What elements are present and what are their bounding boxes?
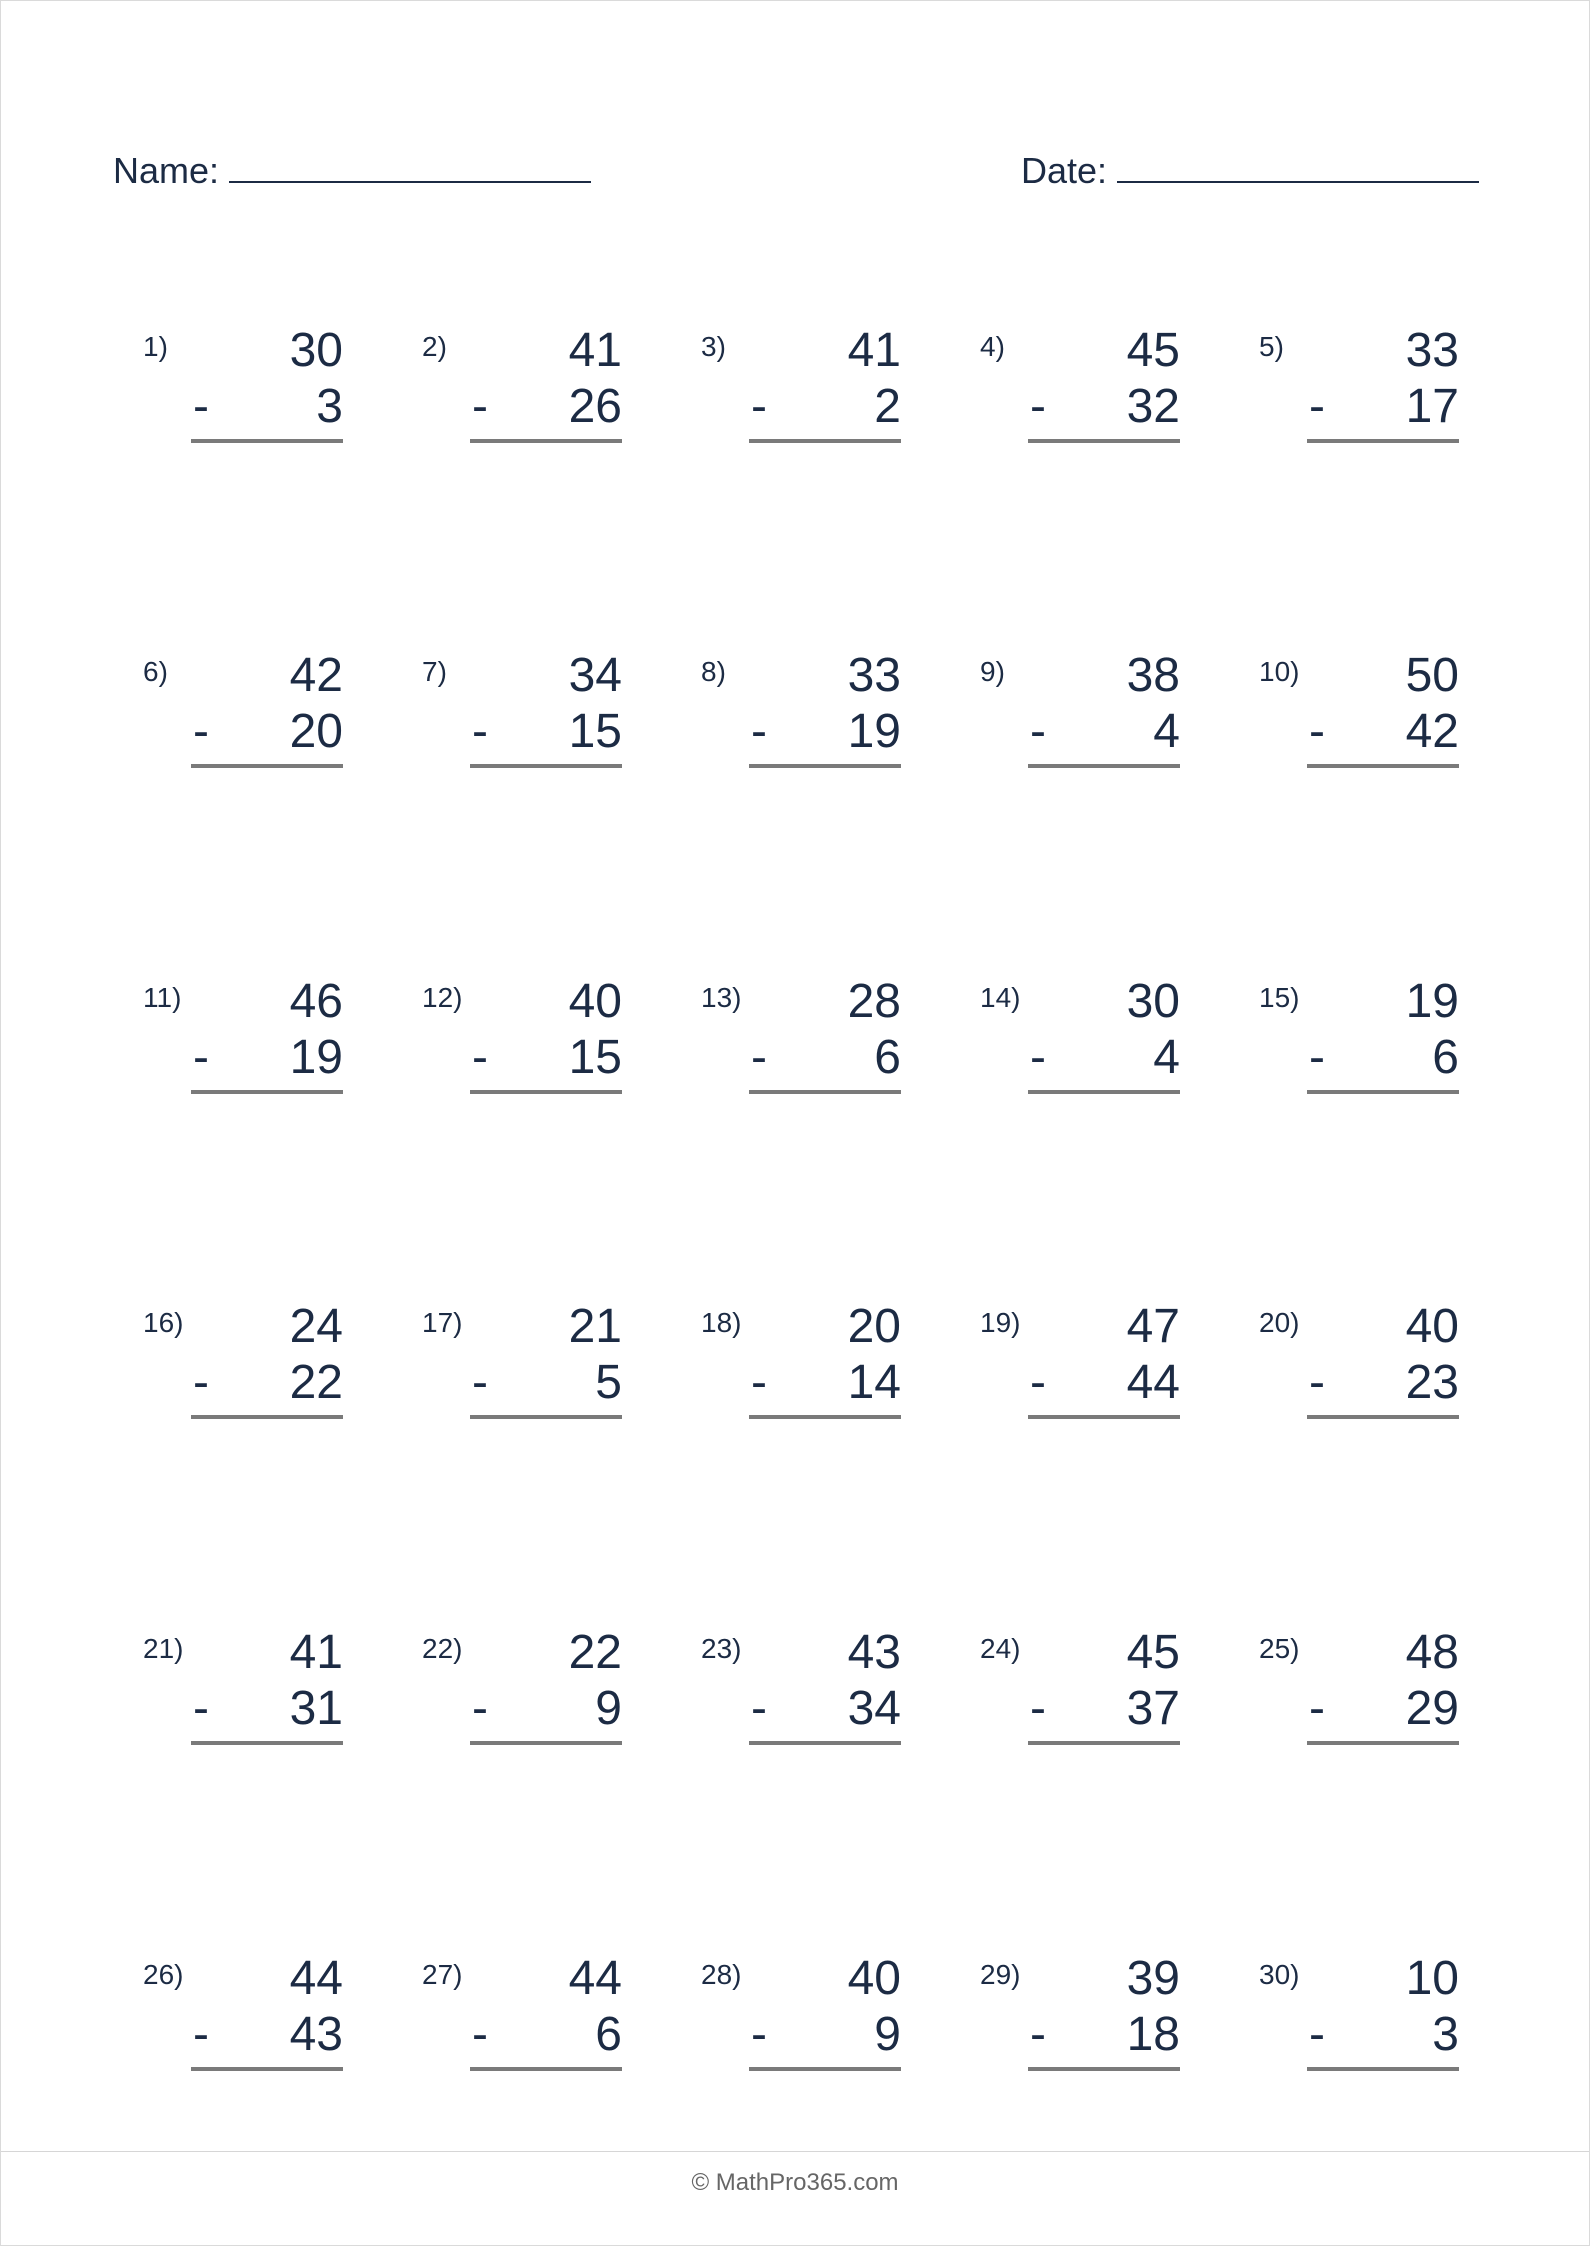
problem-number: 30) bbox=[1259, 1959, 1300, 1990]
problem-number: 20) bbox=[1259, 1307, 1300, 1338]
problem-item bbox=[701, 1299, 901, 1419]
problem-number: 12) bbox=[422, 982, 463, 1013]
problem-number: 3) bbox=[701, 331, 726, 362]
minus-sign: - bbox=[193, 380, 209, 433]
minuend: 44 bbox=[568, 1952, 622, 2005]
minus-sign: - bbox=[1309, 1031, 1325, 1084]
problem-item bbox=[701, 974, 901, 1094]
problem-number: 11) bbox=[143, 982, 182, 1013]
problem-number: 21) bbox=[143, 1633, 184, 1664]
subtrahend: 26 bbox=[568, 380, 622, 433]
answer-line bbox=[1028, 764, 1180, 768]
problem-item bbox=[980, 974, 1180, 1094]
problem-number: 2) bbox=[422, 331, 447, 362]
minus-sign: - bbox=[1030, 705, 1046, 758]
minus-sign: - bbox=[472, 705, 488, 758]
minus-sign: - bbox=[751, 705, 767, 758]
subtrahend: 32 bbox=[1126, 380, 1180, 433]
footer-divider bbox=[1, 2151, 1589, 2152]
problem-number: 25) bbox=[1259, 1633, 1300, 1664]
problem-item bbox=[980, 648, 1180, 768]
problem-item bbox=[143, 323, 343, 443]
subtrahend: 6 bbox=[595, 2008, 622, 2061]
name-blank-line[interactable] bbox=[229, 141, 591, 183]
minus-sign: - bbox=[751, 380, 767, 433]
problem-item bbox=[980, 1625, 1180, 1745]
problem-number: 29) bbox=[980, 1959, 1021, 1990]
minus-sign: - bbox=[1309, 2008, 1325, 2061]
problem-number: 7) bbox=[422, 656, 447, 687]
minuend: 48 bbox=[1405, 1626, 1459, 1679]
minuend: 38 bbox=[1126, 649, 1180, 702]
subtrahend: 6 bbox=[1432, 1031, 1459, 1084]
minus-sign: - bbox=[193, 705, 209, 758]
answer-line bbox=[749, 439, 901, 443]
problem-item bbox=[1259, 974, 1459, 1094]
answer-line bbox=[470, 764, 622, 768]
minuend: 28 bbox=[847, 975, 901, 1028]
minuend: 45 bbox=[1126, 324, 1180, 377]
minus-sign: - bbox=[472, 1682, 488, 1735]
problem-number: 26) bbox=[143, 1959, 184, 1990]
problem-item bbox=[701, 1625, 901, 1745]
minus-sign: - bbox=[193, 1356, 209, 1409]
problem-number: 16) bbox=[143, 1307, 184, 1338]
name-field bbox=[113, 141, 591, 192]
subtrahend: 3 bbox=[1432, 2008, 1459, 2061]
problem-item bbox=[980, 323, 1180, 443]
subtrahend: 6 bbox=[874, 1031, 901, 1084]
minuend: 33 bbox=[847, 649, 901, 702]
minuend: 41 bbox=[847, 324, 901, 377]
problem-item bbox=[422, 1299, 622, 1419]
problem-item bbox=[1259, 1625, 1459, 1745]
subtrahend: 9 bbox=[874, 2008, 901, 2061]
problem-number: 17) bbox=[422, 1307, 463, 1338]
problem-number: 15) bbox=[1259, 982, 1300, 1013]
minuend: 21 bbox=[568, 1300, 622, 1353]
subtrahend: 4 bbox=[1153, 705, 1180, 758]
answer-line bbox=[749, 1415, 901, 1419]
subtrahend: 17 bbox=[1405, 380, 1459, 433]
problem-number: 28) bbox=[701, 1959, 742, 1990]
answer-line bbox=[191, 439, 343, 443]
minus-sign: - bbox=[472, 1356, 488, 1409]
minuend: 41 bbox=[289, 1626, 343, 1679]
minuend: 39 bbox=[1126, 1952, 1180, 2005]
answer-line bbox=[470, 1741, 622, 1745]
problem-number: 10) bbox=[1259, 656, 1300, 687]
subtrahend: 19 bbox=[847, 705, 901, 758]
subtrahend: 31 bbox=[289, 1682, 343, 1735]
minus-sign: - bbox=[472, 380, 488, 433]
minuend: 43 bbox=[847, 1626, 901, 1679]
answer-line bbox=[470, 1090, 622, 1094]
problem-item bbox=[422, 974, 622, 1094]
answer-line bbox=[1307, 439, 1459, 443]
problem-item bbox=[701, 1951, 901, 2071]
answer-line bbox=[191, 764, 343, 768]
minus-sign: - bbox=[751, 1682, 767, 1735]
subtrahend: 22 bbox=[289, 1356, 343, 1409]
problem-number: 4) bbox=[980, 331, 1005, 362]
problem-item bbox=[980, 1299, 1180, 1419]
subtrahend: 42 bbox=[1405, 705, 1459, 758]
problem-item bbox=[422, 1951, 622, 2071]
minuend: 33 bbox=[1405, 324, 1459, 377]
subtrahend: 4 bbox=[1153, 1031, 1180, 1084]
minus-sign: - bbox=[1309, 705, 1325, 758]
minuend: 45 bbox=[1126, 1626, 1180, 1679]
problem-item bbox=[422, 648, 622, 768]
minus-sign: - bbox=[193, 2008, 209, 2061]
problem-number: 24) bbox=[980, 1633, 1021, 1664]
minus-sign: - bbox=[1030, 1031, 1046, 1084]
answer-line bbox=[191, 1415, 343, 1419]
answer-line bbox=[1028, 1090, 1180, 1094]
answer-line bbox=[1028, 1741, 1180, 1745]
subtrahend: 44 bbox=[1126, 1356, 1180, 1409]
answer-line bbox=[1307, 1090, 1459, 1094]
answer-line bbox=[749, 1090, 901, 1094]
subtrahend: 20 bbox=[289, 705, 343, 758]
problem-number: 14) bbox=[980, 982, 1021, 1013]
answer-line bbox=[1307, 2067, 1459, 2071]
minuend: 10 bbox=[1405, 1952, 1459, 2005]
answer-line bbox=[470, 2067, 622, 2071]
minus-sign: - bbox=[472, 2008, 488, 2061]
problem-number: 22) bbox=[422, 1633, 463, 1664]
problem-item bbox=[143, 1299, 343, 1419]
minuend: 47 bbox=[1126, 1300, 1180, 1353]
subtrahend: 23 bbox=[1405, 1356, 1459, 1409]
minuend: 46 bbox=[289, 975, 343, 1028]
subtrahend: 15 bbox=[568, 705, 622, 758]
answer-line bbox=[191, 1741, 343, 1745]
answer-line bbox=[1028, 2067, 1180, 2071]
answer-line bbox=[191, 2067, 343, 2071]
minuend: 40 bbox=[568, 975, 622, 1028]
minus-sign: - bbox=[1030, 2008, 1046, 2061]
minus-sign: - bbox=[193, 1682, 209, 1735]
date-label: Date: bbox=[1021, 150, 1108, 191]
problem-item bbox=[701, 323, 901, 443]
subtrahend: 2 bbox=[874, 380, 901, 433]
minuend: 19 bbox=[1405, 975, 1459, 1028]
problem-item bbox=[143, 648, 343, 768]
answer-line bbox=[749, 2067, 901, 2071]
problem-number: 9) bbox=[980, 656, 1005, 687]
minuend: 40 bbox=[1405, 1300, 1459, 1353]
minuend: 30 bbox=[1126, 975, 1180, 1028]
minus-sign: - bbox=[193, 1031, 209, 1084]
subtrahend: 3 bbox=[316, 380, 343, 433]
minus-sign: - bbox=[1309, 1356, 1325, 1409]
problem-item bbox=[143, 974, 343, 1094]
answer-line bbox=[1307, 764, 1459, 768]
problem-number: 19) bbox=[980, 1307, 1021, 1338]
subtrahend: 14 bbox=[847, 1356, 901, 1409]
problem-item bbox=[1259, 1299, 1459, 1419]
minus-sign: - bbox=[751, 1356, 767, 1409]
minuend: 40 bbox=[847, 1952, 901, 2005]
answer-line bbox=[470, 1415, 622, 1419]
problem-number: 1) bbox=[143, 331, 168, 362]
problem-number: 27) bbox=[422, 1959, 463, 1990]
subtrahend: 34 bbox=[847, 1682, 901, 1735]
minuend: 41 bbox=[568, 324, 622, 377]
minus-sign: - bbox=[1030, 380, 1046, 433]
subtrahend: 9 bbox=[595, 1682, 622, 1735]
minus-sign: - bbox=[1030, 1682, 1046, 1735]
problem-item bbox=[1259, 323, 1459, 443]
minus-sign: - bbox=[472, 1031, 488, 1084]
minus-sign: - bbox=[1309, 1682, 1325, 1735]
problem-number: 5) bbox=[1259, 331, 1284, 362]
subtrahend: 43 bbox=[289, 2008, 343, 2061]
minus-sign: - bbox=[1309, 380, 1325, 433]
problem-item bbox=[1259, 648, 1459, 768]
problem-item bbox=[1259, 1951, 1459, 2071]
answer-line bbox=[1307, 1741, 1459, 1745]
answer-line bbox=[749, 764, 901, 768]
subtrahend: 15 bbox=[568, 1031, 622, 1084]
minuend: 22 bbox=[568, 1626, 622, 1679]
problem-number: 23) bbox=[701, 1633, 742, 1664]
problem-number: 8) bbox=[701, 656, 726, 687]
answer-line bbox=[1028, 439, 1180, 443]
name-label: Name: bbox=[113, 150, 220, 191]
minuend: 42 bbox=[289, 649, 343, 702]
date-blank-line[interactable] bbox=[1117, 141, 1479, 183]
date-field bbox=[1021, 141, 1479, 192]
subtrahend: 19 bbox=[289, 1031, 343, 1084]
minuend: 50 bbox=[1405, 649, 1459, 702]
minus-sign: - bbox=[751, 2008, 767, 2061]
problem-item bbox=[143, 1951, 343, 2071]
problem-item bbox=[422, 323, 622, 443]
answer-line bbox=[749, 1741, 901, 1745]
subtrahend: 29 bbox=[1405, 1682, 1459, 1735]
problem-item bbox=[701, 648, 901, 768]
minuend: 24 bbox=[289, 1300, 343, 1353]
problem-item bbox=[980, 1951, 1180, 2071]
answer-line bbox=[1028, 1415, 1180, 1419]
subtrahend: 18 bbox=[1126, 2008, 1180, 2061]
minuend: 44 bbox=[289, 1952, 343, 2005]
subtrahend: 37 bbox=[1126, 1682, 1180, 1735]
minuend: 30 bbox=[289, 324, 343, 377]
answer-line bbox=[470, 439, 622, 443]
minuend: 20 bbox=[847, 1300, 901, 1353]
minus-sign: - bbox=[1030, 1356, 1046, 1409]
answer-line bbox=[191, 1090, 343, 1094]
problem-number: 6) bbox=[143, 656, 168, 687]
footer-copyright: © MathPro365.com bbox=[691, 2169, 899, 2196]
minuend: 34 bbox=[568, 649, 622, 702]
subtrahend: 5 bbox=[595, 1356, 622, 1409]
minus-sign: - bbox=[751, 1031, 767, 1084]
problem-item bbox=[143, 1625, 343, 1745]
problem-number: 13) bbox=[701, 982, 742, 1013]
problem-item bbox=[422, 1625, 622, 1745]
answer-line bbox=[1307, 1415, 1459, 1419]
problem-number: 18) bbox=[701, 1307, 742, 1338]
